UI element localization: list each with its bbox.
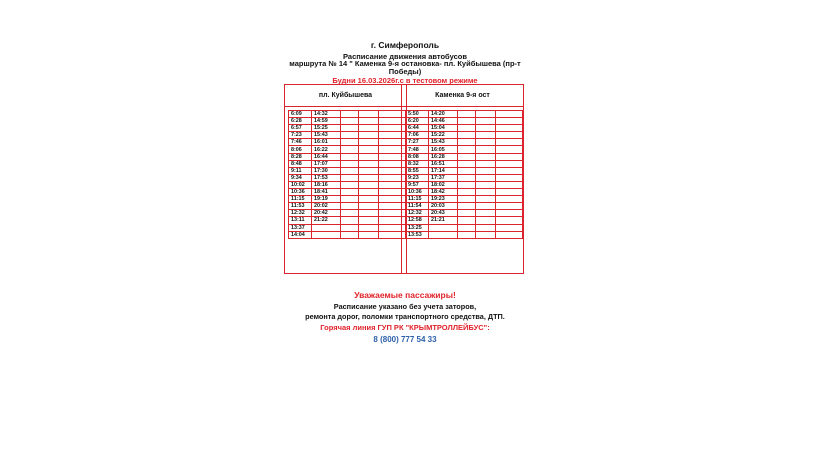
time-cell: [476, 203, 496, 210]
time-cell: 20:03: [429, 203, 458, 210]
time-cell: [458, 146, 476, 153]
time-cell: [496, 189, 523, 196]
time-cell: [476, 217, 496, 224]
time-cell: [496, 231, 523, 238]
time-cell: [341, 125, 359, 132]
time-cell: [341, 196, 359, 203]
time-cell: 5:50: [406, 111, 429, 118]
time-cell: [341, 118, 359, 125]
time-cell: 10:36: [289, 189, 312, 196]
time-cell: 10:02: [289, 181, 312, 188]
time-cell: [359, 167, 379, 174]
time-cell: [496, 196, 523, 203]
time-cell: [458, 189, 476, 196]
time-cell: [476, 146, 496, 153]
time-cell: 7:46: [289, 139, 312, 146]
time-cell: 12:32: [406, 210, 429, 217]
table-row: [406, 224, 523, 231]
time-cell: 13:53: [406, 231, 429, 238]
time-cell: 17:37: [429, 174, 458, 181]
time-cell: [458, 210, 476, 217]
time-cell: 16:44: [312, 153, 341, 160]
route-name-line1: маршрута № 14 " Каменка 9-я остановка- пл. Куйбышева (пр-т: [289, 59, 521, 68]
timetable-kuibysheva: [288, 110, 406, 239]
time-cell: [341, 111, 359, 118]
time-cell: 21:21: [429, 217, 458, 224]
time-cell: [458, 181, 476, 188]
table-row: [406, 189, 523, 196]
time-cell: [476, 210, 496, 217]
time-cell: [458, 153, 476, 160]
time-cell: 18:16: [312, 181, 341, 188]
time-cell: 8:28: [289, 153, 312, 160]
time-cell: 16:01: [312, 139, 341, 146]
time-cell: 11:53: [289, 203, 312, 210]
time-cell: [476, 153, 496, 160]
time-cell: [359, 146, 379, 153]
table-row: [406, 139, 523, 146]
schedule-mode: Будни 16.03.2026г.с в тестовом режиме: [332, 76, 478, 85]
time-cell: 13:25: [406, 224, 429, 231]
table-row: [289, 217, 406, 224]
panel-title-kamenka: Каменка 9-я ост: [402, 85, 523, 107]
time-cell: 7:06: [406, 132, 429, 139]
city-title: г. Симферополь: [370, 40, 440, 50]
time-cell: [429, 231, 458, 238]
time-cell: [476, 224, 496, 231]
time-cell: [476, 181, 496, 188]
time-cell: 6:09: [289, 111, 312, 118]
time-cell: 7:48: [406, 146, 429, 153]
time-cell: [359, 196, 379, 203]
time-cell: 11:54: [406, 203, 429, 210]
time-cell: 14:20: [429, 111, 458, 118]
time-cell: 7:23: [289, 132, 312, 139]
time-cell: 10:36: [406, 189, 429, 196]
time-cell: 8:32: [406, 160, 429, 167]
table-row: [289, 181, 406, 188]
time-cell: [312, 224, 341, 231]
time-cell: [359, 231, 379, 238]
time-cell: 12:32: [289, 210, 312, 217]
time-cell: 17:14: [429, 167, 458, 174]
time-cell: [458, 196, 476, 203]
time-cell: 15:04: [429, 125, 458, 132]
table-row: [289, 153, 406, 160]
time-cell: [458, 167, 476, 174]
time-cell: 9:23: [406, 174, 429, 181]
notice-attention: Уважаемые пассажиры!: [354, 290, 456, 300]
time-cell: 8:06: [289, 146, 312, 153]
table-row: [406, 210, 523, 217]
time-cell: 6:57: [289, 125, 312, 132]
time-cell: 13:37: [289, 224, 312, 231]
time-cell: [359, 181, 379, 188]
time-cell: [458, 203, 476, 210]
table-row: [406, 118, 523, 125]
time-cell: [496, 181, 523, 188]
time-cell: 9:34: [289, 174, 312, 181]
time-cell: 17:30: [312, 167, 341, 174]
time-cell: 8:55: [406, 167, 429, 174]
table-row: [406, 160, 523, 167]
route-name-line2: Победы): [388, 67, 422, 76]
time-cell: [476, 174, 496, 181]
time-cell: [496, 210, 523, 217]
time-cell: 11:15: [406, 196, 429, 203]
table-row: [406, 196, 523, 203]
time-cell: [496, 174, 523, 181]
time-cell: [359, 111, 379, 118]
time-cell: 6:20: [406, 118, 429, 125]
time-cell: [359, 118, 379, 125]
time-cell: [476, 139, 496, 146]
departures-panel-kamenka: [401, 84, 524, 274]
time-cell: 19:23: [429, 196, 458, 203]
table-row: [289, 118, 406, 125]
table-row: [289, 160, 406, 167]
time-cell: 8:48: [289, 160, 312, 167]
time-cell: 12:58: [406, 217, 429, 224]
table-row: [289, 167, 406, 174]
time-cell: [341, 160, 359, 167]
time-cell: [359, 153, 379, 160]
time-cell: 20:42: [312, 210, 341, 217]
time-cell: [496, 167, 523, 174]
table-row: [289, 210, 406, 217]
time-cell: [359, 189, 379, 196]
table-row: [406, 231, 523, 238]
time-cell: 18:02: [429, 181, 458, 188]
time-cell: 20:43: [429, 210, 458, 217]
schedule-title: Расписание движения автобусов: [343, 52, 467, 61]
time-cell: 16:05: [429, 146, 458, 153]
time-cell: [496, 224, 523, 231]
time-cell: [359, 203, 379, 210]
time-cell: [341, 146, 359, 153]
time-cell: [496, 111, 523, 118]
time-cell: [341, 224, 359, 231]
time-cell: [476, 160, 496, 167]
time-cell: 15:43: [429, 139, 458, 146]
time-cell: 14:59: [312, 118, 341, 125]
time-cell: [476, 231, 496, 238]
time-cell: [359, 132, 379, 139]
time-cell: [458, 139, 476, 146]
time-cell: [341, 174, 359, 181]
time-cell: [476, 189, 496, 196]
hotline-phone: 8 (800) 777 54 33: [373, 335, 437, 344]
table-row: [406, 125, 523, 132]
timetable-kamenka: [405, 110, 523, 239]
table-row: [289, 224, 406, 231]
time-cell: 9:57: [406, 181, 429, 188]
time-cell: [476, 118, 496, 125]
time-cell: 14:46: [429, 118, 458, 125]
time-cell: [496, 153, 523, 160]
time-cell: [341, 167, 359, 174]
time-cell: 17:07: [312, 160, 341, 167]
time-cell: [476, 111, 496, 118]
time-cell: [341, 181, 359, 188]
time-cell: [359, 160, 379, 167]
time-cell: 15:25: [312, 125, 341, 132]
table-row: [289, 139, 406, 146]
time-cell: [312, 231, 341, 238]
time-cell: [458, 125, 476, 132]
notice-line-2: ремонта дорог, поломки транспортного средства, ДТП.: [305, 312, 505, 321]
time-cell: [341, 139, 359, 146]
time-cell: [359, 125, 379, 132]
time-cell: 15:22: [429, 132, 458, 139]
time-cell: 16:22: [312, 146, 341, 153]
table-row: [406, 146, 523, 153]
table-row: [289, 203, 406, 210]
table-row: [289, 125, 406, 132]
time-cell: 16:51: [429, 160, 458, 167]
table-row: [406, 174, 523, 181]
time-cell: 9:11: [289, 167, 312, 174]
time-cell: [359, 174, 379, 181]
time-cell: [341, 203, 359, 210]
notice-line-1: Расписание указано без учета заторов,: [333, 302, 477, 311]
time-cell: [458, 217, 476, 224]
time-cell: [359, 139, 379, 146]
time-cell: [476, 196, 496, 203]
hotline-label: Горячая линия ГУП РК "КРЫМТРОЛЛЕЙБУС":: [320, 323, 490, 332]
time-cell: 16:28: [429, 153, 458, 160]
time-cell: [458, 160, 476, 167]
table-row: [289, 146, 406, 153]
time-cell: [341, 153, 359, 160]
time-cell: 8:08: [406, 153, 429, 160]
table-row: [289, 174, 406, 181]
time-cell: [496, 203, 523, 210]
time-cell: 14:32: [312, 111, 341, 118]
time-cell: [359, 210, 379, 217]
time-cell: 17:53: [312, 174, 341, 181]
time-cell: [429, 224, 458, 231]
time-cell: [496, 132, 523, 139]
time-cell: [476, 132, 496, 139]
time-cell: 7:27: [406, 139, 429, 146]
time-cell: [476, 125, 496, 132]
table-row: [289, 231, 406, 238]
table-row: [406, 181, 523, 188]
time-cell: [458, 231, 476, 238]
table-row: [406, 167, 523, 174]
table-row: [289, 111, 406, 118]
panel-title-kuibysheva: пл. Куйбышева: [285, 85, 406, 107]
time-cell: [458, 132, 476, 139]
time-cell: [458, 224, 476, 231]
table-row: [406, 132, 523, 139]
time-cell: [496, 217, 523, 224]
time-cell: [458, 118, 476, 125]
table-row: [406, 153, 523, 160]
time-cell: 19:19: [312, 196, 341, 203]
time-cell: [359, 217, 379, 224]
time-cell: [496, 118, 523, 125]
time-cell: 6:44: [406, 125, 429, 132]
time-cell: [359, 224, 379, 231]
time-cell: 18:41: [312, 189, 341, 196]
time-cell: [476, 167, 496, 174]
time-cell: [496, 139, 523, 146]
time-cell: [341, 217, 359, 224]
time-cell: [496, 160, 523, 167]
time-cell: [458, 111, 476, 118]
time-cell: [341, 231, 359, 238]
table-row: [289, 132, 406, 139]
time-cell: 21:22: [312, 217, 341, 224]
time-cell: [341, 210, 359, 217]
time-cell: 18:42: [429, 189, 458, 196]
time-cell: [458, 174, 476, 181]
time-cell: 11:15: [289, 196, 312, 203]
time-cell: [341, 189, 359, 196]
time-cell: 6:28: [289, 118, 312, 125]
time-cell: 13:11: [289, 217, 312, 224]
time-cell: 14:04: [289, 231, 312, 238]
time-cell: [341, 132, 359, 139]
table-row: [406, 111, 523, 118]
table-row: [406, 217, 523, 224]
time-cell: [496, 146, 523, 153]
time-cell: [496, 125, 523, 132]
departures-panel-kuibysheva: [284, 84, 407, 274]
table-row: [289, 196, 406, 203]
table-row: [406, 203, 523, 210]
time-cell: 20:02: [312, 203, 341, 210]
time-cell: 15:43: [312, 132, 341, 139]
table-row: [289, 189, 406, 196]
